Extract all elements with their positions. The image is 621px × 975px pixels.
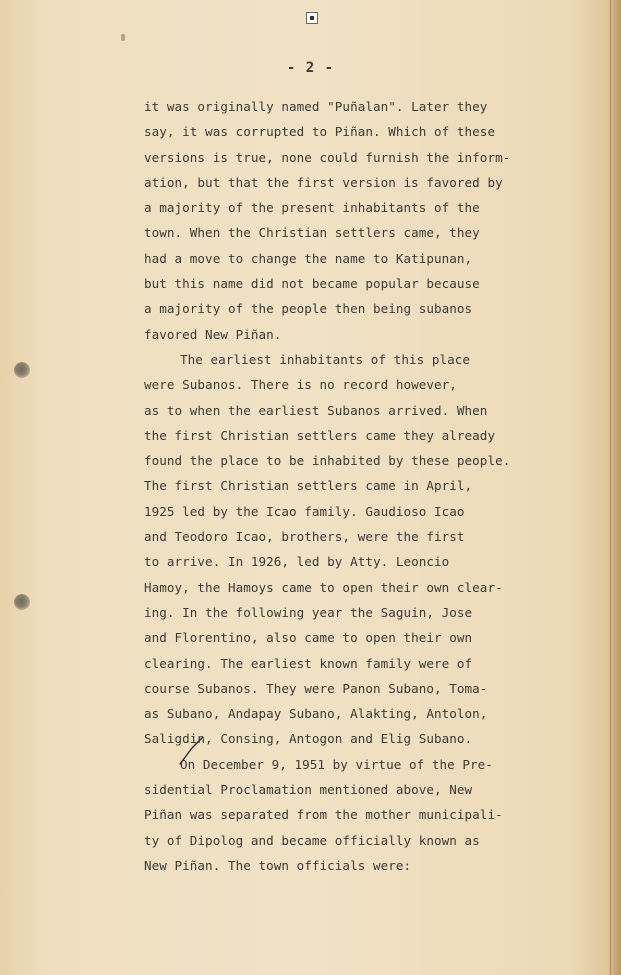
text-line: favored New Piñan.	[144, 326, 282, 342]
paper-speck	[121, 34, 125, 41]
punch-hole-icon	[14, 594, 30, 610]
text-line: the first Christian settlers came they already	[144, 427, 496, 443]
text-line: Piñan was separated from the mother municipali-	[144, 807, 503, 823]
text-line: ation, but that the first version is favored by	[144, 174, 503, 190]
text-line: but this name did not became popular because	[144, 276, 480, 292]
text-line: and Teodoro Icao, brothers, were the first	[144, 529, 465, 545]
text-line: and Florentino, also came to open their own	[144, 630, 473, 646]
text-line: The first Christian settlers came in April,	[144, 478, 473, 494]
text-line: had a move to change the name to Katipunan,	[144, 250, 473, 266]
text-line: found the place to be inhabited by these people.	[144, 453, 511, 469]
text-line: were Subanos. There is no record however,	[144, 377, 457, 393]
pencil-mark-icon	[178, 736, 204, 766]
text-line: a majority of the people then being subanos	[144, 301, 473, 317]
text-line: it was originally named "Puñalan". Later they	[144, 99, 488, 114]
page-edge-line	[610, 0, 611, 975]
scan-marker-icon	[306, 12, 318, 24]
text-line: The earliest inhabitants of this place	[180, 351, 471, 367]
text-line: ing. In the following year the Saguin, Jose	[144, 604, 473, 620]
page-number: - 2 -	[286, 60, 335, 76]
text-line: course Subanos. They were Panon Subano, Toma-	[144, 680, 488, 696]
text-line: versions is true, none could furnish the inform-	[144, 149, 511, 165]
text-line: as Subano, Andapay Subano, Alakting, Antolon,	[144, 706, 488, 722]
text-line: clearing. The earliest known family were of	[144, 655, 473, 671]
text-line: say, it was corrupted to Piñan. Which of these	[144, 124, 496, 140]
text-line: ty of Dipolog and became officially known as	[144, 832, 480, 848]
text-line: Saligdin, Consing, Antogon and Elig Subano.	[144, 731, 473, 747]
text-line: New Piñan. The town officials were:	[144, 857, 412, 873]
text-line: 1925 led by the Icao family. Gaudioso Icao	[144, 503, 465, 519]
text-line: sidential Proclamation mentioned above, New	[144, 782, 473, 798]
text-line: as to when the earliest Subanos arrived. When	[144, 402, 488, 418]
text-line: Hamoy, the Hamoys came to open their own clear-	[144, 579, 503, 595]
text-line: On December 9, 1951 by virtue of the Pre-	[180, 756, 493, 772]
text-line: a majority of the present inhabitants of the	[144, 200, 480, 216]
text-line: town. When the Christian settlers came, they	[144, 225, 480, 241]
punch-hole-icon	[14, 362, 30, 378]
text-line: to arrive. In 1926, led by Atty. Leoncio	[144, 554, 450, 570]
